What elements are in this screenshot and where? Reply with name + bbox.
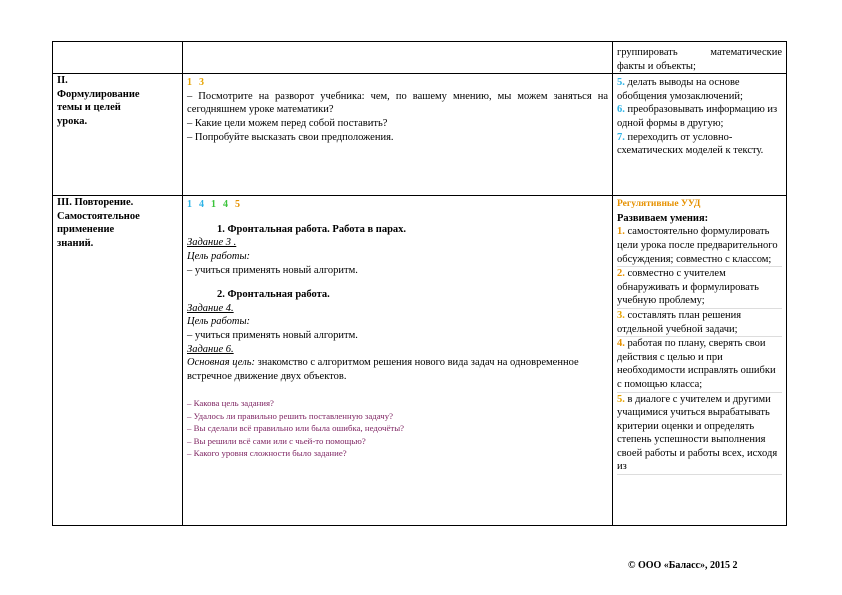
uud-item-text: совместно с учителем обнаруживать и формулировать учебную проблему; xyxy=(617,268,759,307)
table-row xyxy=(53,196,787,526)
row2-stage-cell xyxy=(53,196,183,526)
uud-item xyxy=(617,309,782,337)
goal-text: – учиться применять новый алгоритм. xyxy=(187,264,358,276)
uud-item-text: преобразовывать информацию из одной формы в другую; xyxy=(617,104,778,129)
main-goal-label: Основная цель: xyxy=(187,357,255,369)
goal-label: Цель работы: xyxy=(187,316,251,328)
reflection-questions xyxy=(187,397,608,460)
ability-number: 3 xyxy=(199,77,205,89)
ability-number: 4 xyxy=(199,199,205,211)
ability-number: 1 xyxy=(211,199,217,211)
ability-number: 4 xyxy=(223,199,229,211)
reflection-question: – Какова цель задания? xyxy=(187,398,274,409)
stage-line: знаний. xyxy=(57,237,94,249)
ability-numbers xyxy=(187,198,608,212)
stage-line: II. xyxy=(57,75,68,87)
uud-item xyxy=(617,76,782,103)
uud-item xyxy=(617,267,782,309)
uud-item xyxy=(617,393,782,476)
main-goal-text: знакомство с алгоритмом решения нового вида задач на одновременное встречное движение двух объектов. xyxy=(187,357,579,382)
uud-item-text: переходить от условно-схематических моделей к тексту. xyxy=(617,131,764,157)
work2-title: 2. Фронтальная работа. xyxy=(217,289,330,301)
uud-item-text: работая по плану, сверять свои действия с целью и при необходимости исправлять ошибки с помощью класса; xyxy=(617,338,776,390)
uud-item-number: 2. xyxy=(617,268,625,280)
ability-number: 1 xyxy=(187,199,193,211)
stage-line: Формулирование xyxy=(57,88,140,100)
row0-content-cell xyxy=(183,42,613,74)
uud-title: Регулятивные УУД xyxy=(617,199,701,210)
uud-item-text: самостоятельно формулировать цели урока после предварительного обсуждения; совместно с классом; xyxy=(617,226,778,265)
row2-content-cell xyxy=(183,196,613,526)
stage-line: применение xyxy=(57,224,115,236)
teacher-line: – Какие цели можем перед собой поставить? xyxy=(187,117,388,129)
uud-item-number: 5. xyxy=(617,77,625,89)
copyright-footer: © ООО «Баласс», 2015 2 xyxy=(628,560,738,571)
uud-item-text: делать выводы на основе обобщения умозаключений; xyxy=(617,77,743,102)
reflection-question: – Вы сделали всё правильно или была ошибка, недочёты? xyxy=(187,423,405,434)
uud-item-number: 4. xyxy=(617,338,625,350)
uud-item-number: 3. xyxy=(617,309,625,321)
lesson-table xyxy=(52,41,787,526)
stage-line: урока. xyxy=(57,115,88,127)
uud-text: группировать математические факты и объекты; xyxy=(617,47,782,72)
table-row xyxy=(53,42,787,74)
stage-line: Самостоятельное xyxy=(57,210,140,222)
table-row xyxy=(53,74,787,196)
row0-uud-cell xyxy=(613,42,787,74)
row1-stage-cell xyxy=(53,74,183,196)
stage-line: темы и целей xyxy=(57,102,121,114)
row1-uud-cell xyxy=(613,74,787,196)
main-goal xyxy=(187,356,608,383)
reflection-question: – Удалось ли правильно решить поставленную задачу? xyxy=(187,410,394,421)
uud-item-number: 7. xyxy=(617,131,625,143)
work1-title: 1. Фронтальная работа. Работа в парах. xyxy=(217,223,407,235)
task-4-label: Задание 4. xyxy=(187,302,234,314)
uud-subtitle: Развиваем умения: xyxy=(617,212,709,224)
uud-item xyxy=(617,337,782,392)
row0-stage-cell xyxy=(53,42,183,74)
goal-label: Цель работы: xyxy=(187,250,251,262)
uud-items xyxy=(617,225,782,475)
teacher-line: – Попробуйте высказать свои предположения. xyxy=(187,131,394,143)
ability-numbers xyxy=(187,76,608,90)
goal-text: – учиться применять новый алгоритм. xyxy=(187,329,358,341)
uud-item-text: в диалоге с учителем и другими учащимися учиться вырабатывать критерии оценки и определять степень успешности выполнения своей работы и работы всех, исходя из xyxy=(617,393,778,473)
uud-item xyxy=(617,225,782,267)
reflection-question: – Какого уровня сложности было задание? xyxy=(187,448,347,459)
uud-item-number: 5. xyxy=(617,393,625,405)
ability-number: 5 xyxy=(235,199,241,211)
ability-number: 1 xyxy=(187,77,193,89)
uud-item-text: составлять план решения отдельной учебной задачи; xyxy=(617,309,742,335)
task-3-label: Задание 3 . xyxy=(187,237,237,249)
uud-item xyxy=(617,131,782,158)
uud-item-number: 1. xyxy=(617,226,625,238)
reflection-question: – Вы решили всё сами или с чьей-то помощью? xyxy=(187,435,366,446)
teacher-line: – Посмотрите на разворот учебника: чем, по вашему мнению, мы можем заняться на сегодняшнем уроке математики? xyxy=(187,90,608,116)
task-6-label: Задание 6. xyxy=(187,343,234,355)
uud-item-number: 6. xyxy=(617,104,625,116)
teacher-lines xyxy=(187,90,608,144)
row1-content-cell xyxy=(183,74,613,196)
stage-line: III. Повторение. xyxy=(57,197,134,209)
uud-item xyxy=(617,103,782,130)
row2-uud-cell xyxy=(613,196,787,526)
